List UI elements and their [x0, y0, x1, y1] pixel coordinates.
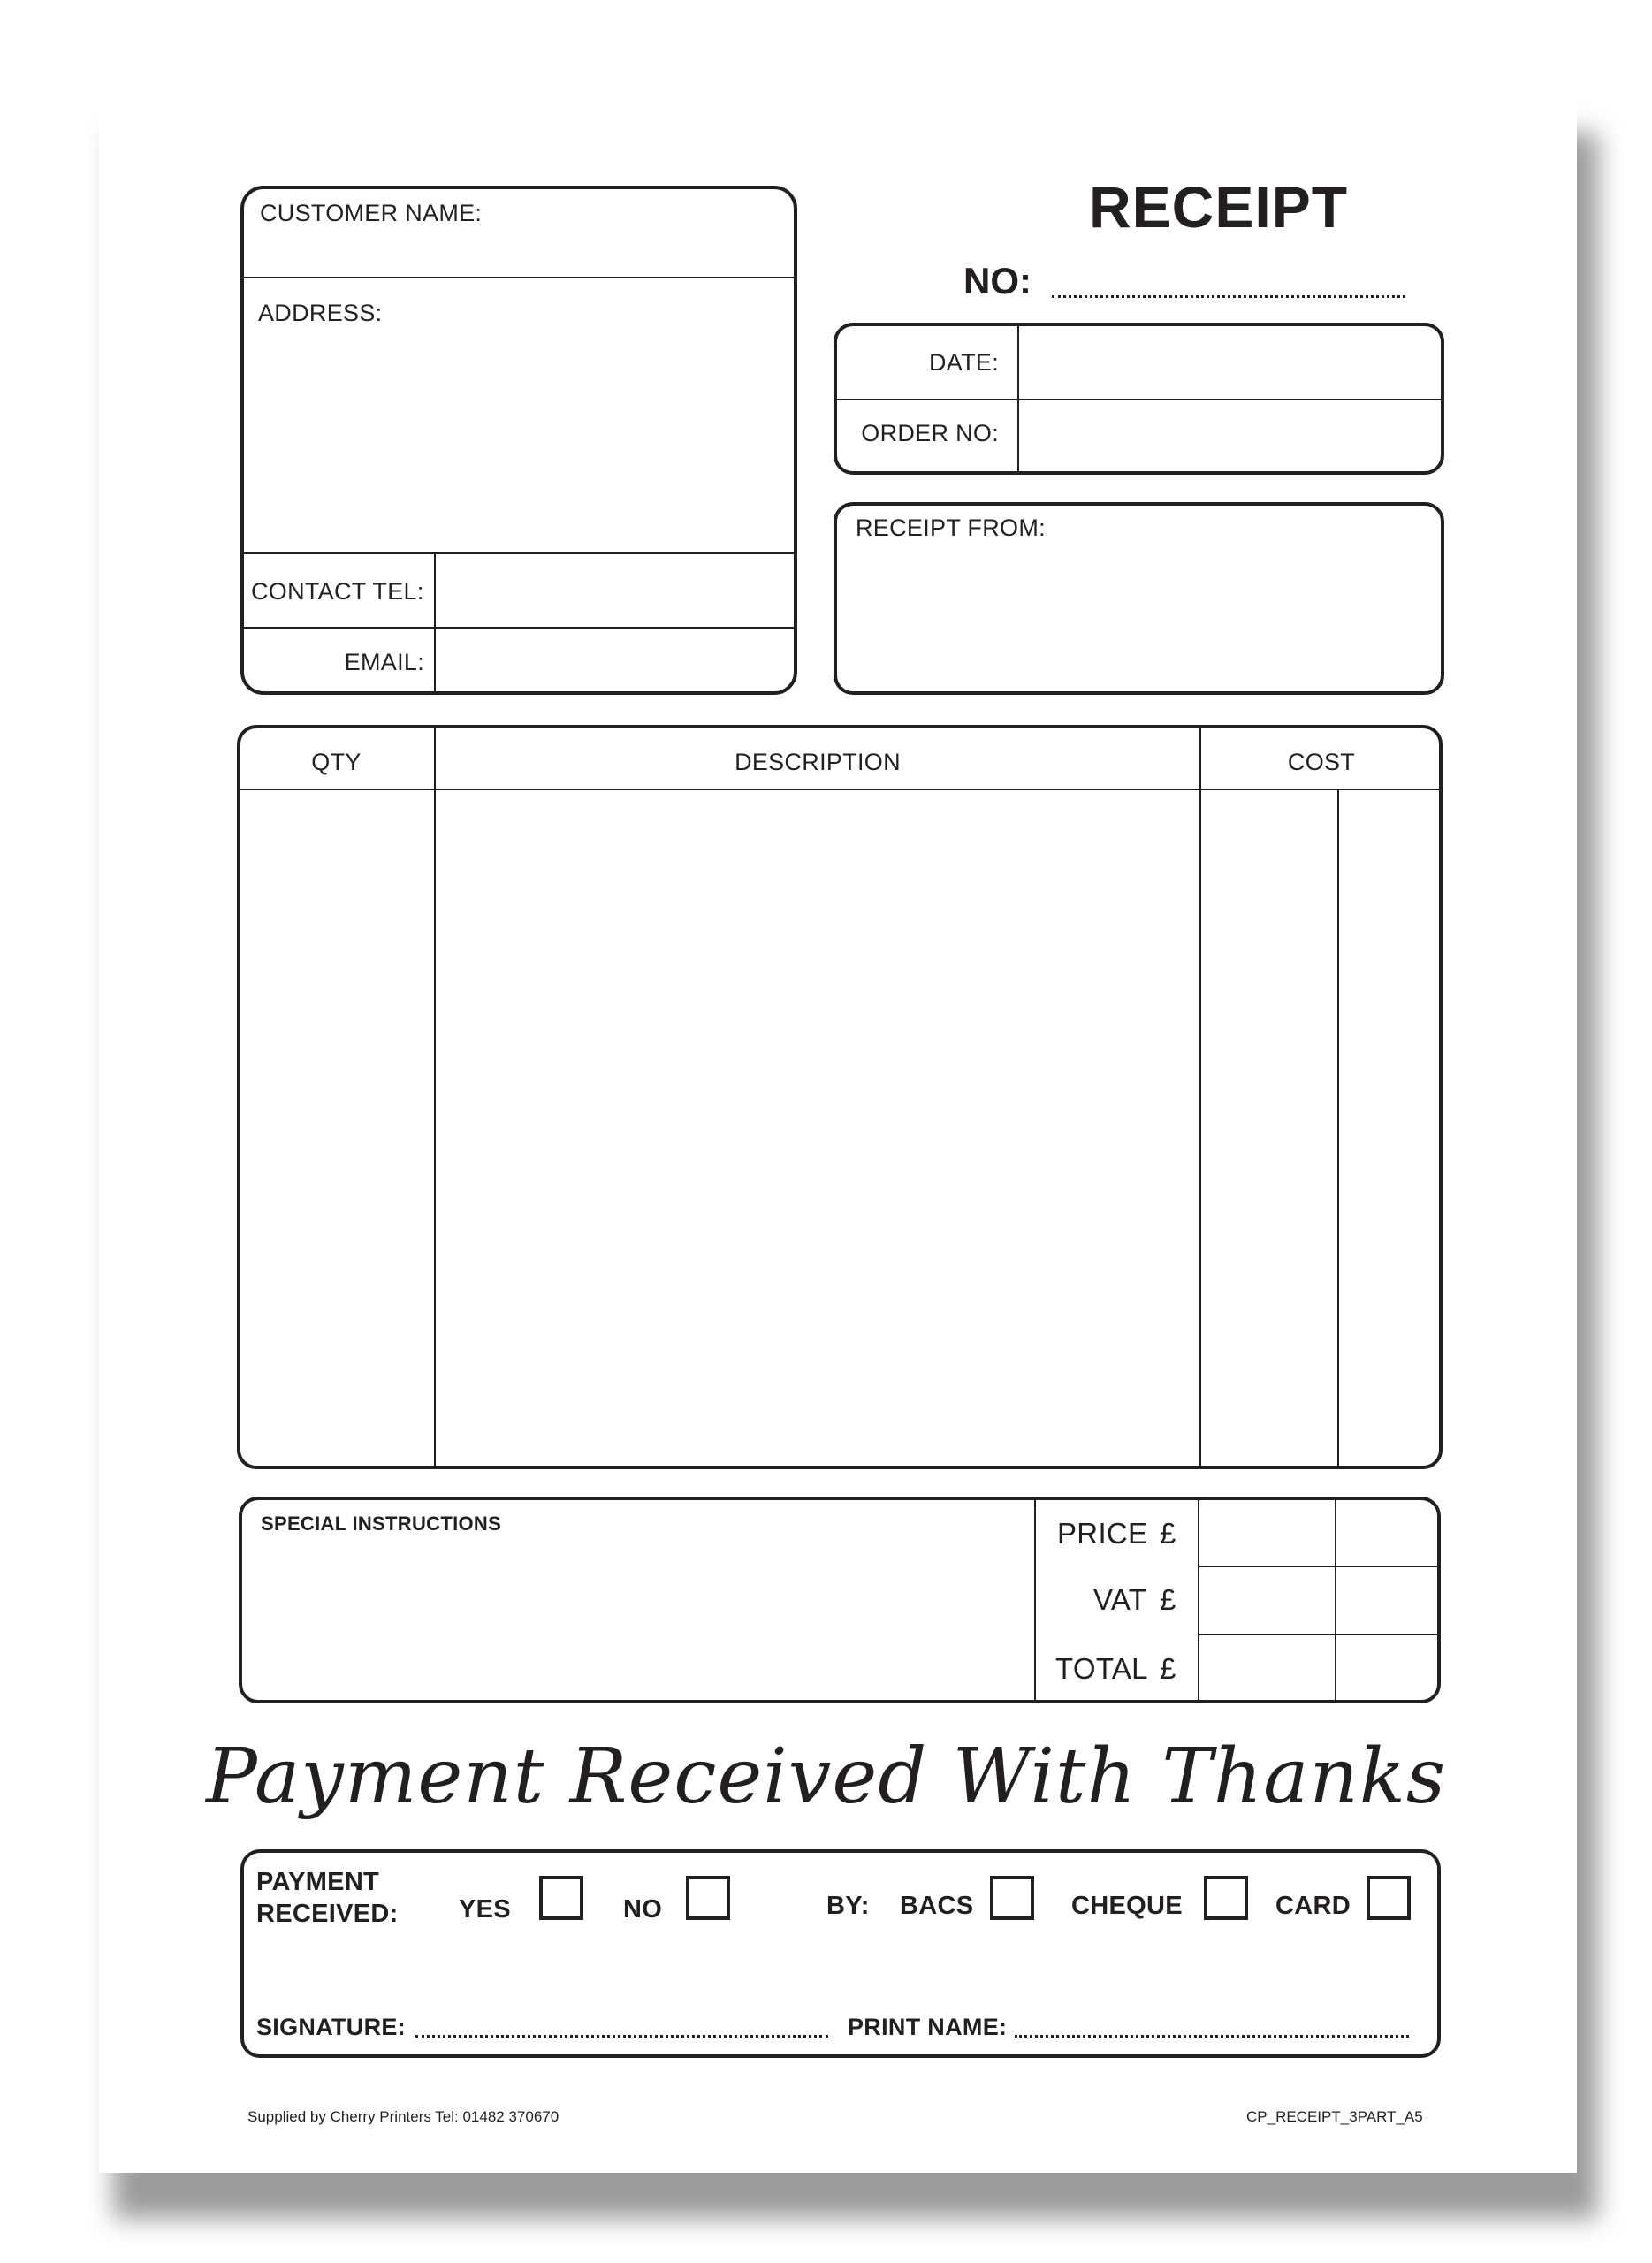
payment-received-label-line2: RECEIVED:: [256, 1900, 399, 1928]
supplier-footer: Supplied by Cherry Printers Tel: 01482 370670: [247, 2108, 560, 2125]
table-header-divider: [239, 789, 1441, 790]
special-instructions-label: SPECIAL INSTRUCTIONS: [261, 1512, 502, 1535]
price-currency: £: [1160, 1517, 1176, 1550]
column-divider: [1199, 727, 1201, 1467]
divider: [242, 277, 796, 278]
no-checkbox[interactable]: [686, 1876, 730, 1920]
cheque-label: CHEQUE: [1071, 1892, 1183, 1920]
receipt-number-field[interactable]: [1052, 295, 1405, 298]
total-pounds-field[interactable]: [1201, 1637, 1333, 1700]
signature-field[interactable]: [415, 2035, 828, 2038]
cost-column-header: COST: [1287, 749, 1356, 775]
column-divider: [1198, 1498, 1199, 1702]
divider: [1017, 324, 1019, 473]
divider: [242, 552, 796, 554]
email-field[interactable]: [438, 629, 794, 691]
address-label: ADDRESS:: [258, 300, 383, 326]
receipt-number-label: NO:: [963, 260, 1032, 301]
total-pence-field[interactable]: [1338, 1637, 1437, 1700]
contact-tel-field[interactable]: [438, 555, 794, 626]
vat-label: VAT: [1093, 1583, 1147, 1616]
vat-currency: £: [1160, 1583, 1176, 1616]
special-instructions-field[interactable]: [243, 1540, 1032, 1699]
address-field[interactable]: [244, 332, 794, 552]
column-divider: [434, 727, 436, 1467]
form-code: CP_RECEIPT_3PART_A5: [1246, 2108, 1423, 2125]
total-currency: £: [1160, 1652, 1176, 1685]
customer-name-label: CUSTOMER NAME:: [260, 200, 483, 226]
print-name-field[interactable]: [1015, 2035, 1409, 2038]
order-no-field[interactable]: [1021, 402, 1441, 471]
price-pence-field[interactable]: [1338, 1501, 1437, 1564]
column-divider: [1335, 1498, 1336, 1702]
column-divider: [1034, 1498, 1036, 1702]
cheque-checkbox[interactable]: [1204, 1876, 1248, 1920]
divider: [1198, 1566, 1439, 1567]
email-label: EMAIL:: [344, 649, 424, 675]
payment-box: [240, 1849, 1441, 2058]
price-pounds-field[interactable]: [1201, 1501, 1333, 1564]
no-label: NO: [623, 1895, 663, 1924]
qty-column-header: QTY: [311, 749, 362, 775]
description-column-area[interactable]: [438, 792, 1198, 1466]
divider: [835, 399, 1443, 400]
vat-pounds-field[interactable]: [1201, 1569, 1333, 1632]
column-divider: [1337, 789, 1339, 1467]
date-field[interactable]: [1021, 326, 1441, 397]
qty-column-area[interactable]: [240, 792, 432, 1466]
receipt-from-field[interactable]: [838, 543, 1440, 691]
card-checkbox[interactable]: [1367, 1876, 1411, 1920]
cost-pounds-area[interactable]: [1203, 792, 1336, 1466]
payment-received-label-line1: PAYMENT: [256, 1868, 380, 1896]
divider: [434, 552, 436, 693]
thanks-message: Payment Received With Thanks: [206, 1733, 1446, 1821]
customer-name-field[interactable]: [244, 230, 794, 276]
divider: [242, 627, 796, 629]
price-label: PRICE: [1057, 1517, 1148, 1550]
card-label: CARD: [1275, 1892, 1351, 1920]
total-label: TOTAL: [1055, 1652, 1148, 1685]
vat-pence-field[interactable]: [1338, 1569, 1437, 1632]
yes-checkbox[interactable]: [539, 1876, 583, 1920]
receipt-title: RECEIPT: [1089, 174, 1349, 240]
by-label: BY:: [826, 1892, 870, 1920]
print-name-label: PRINT NAME:: [848, 2014, 1008, 2040]
bacs-label: BACS: [900, 1892, 974, 1920]
date-label: DATE:: [928, 349, 999, 376]
receipt-from-label: RECEIPT FROM:: [856, 514, 1046, 541]
signature-label: SIGNATURE:: [256, 2014, 406, 2040]
cost-pence-area[interactable]: [1341, 792, 1439, 1466]
yes-label: YES: [459, 1895, 511, 1924]
description-column-header: DESCRIPTION: [735, 749, 901, 775]
divider: [1198, 1634, 1439, 1635]
contact-tel-label: CONTACT TEL:: [251, 578, 424, 605]
order-no-label: ORDER NO:: [861, 420, 999, 446]
bacs-checkbox[interactable]: [990, 1876, 1034, 1920]
